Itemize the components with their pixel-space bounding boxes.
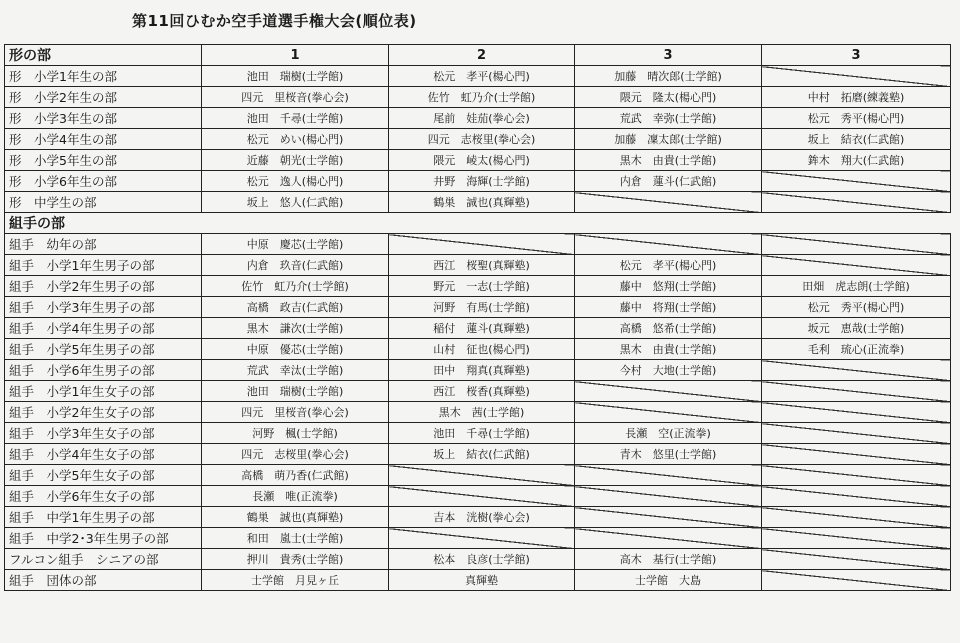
place-1-entry: 押川 貴秀(士学館): [202, 549, 389, 570]
kumite-category: 組手 小学5年生女子の部: [5, 465, 202, 486]
place-3-entry: 加藤 晴次郎(士学館): [575, 66, 762, 87]
kata-category: 形 小学2年生の部: [5, 87, 202, 108]
kata-category: 形 小学5年生の部: [5, 150, 202, 171]
empty-slot: [762, 570, 951, 591]
place-1-entry: 四元 里桜音(拳心会): [202, 87, 389, 108]
kumite-row: [5, 234, 951, 255]
empty-slot: [762, 402, 951, 423]
place-1-entry: 河野 楓(士学館): [202, 423, 389, 444]
place-2-entry: 西江 桜聖(真輝塾): [389, 255, 575, 276]
kumite-category: 組手 小学2年生男子の部: [5, 276, 202, 297]
place-1-entry: 高橋 萌乃香(仁武館): [202, 465, 389, 486]
place-2-entry: 真輝塾: [389, 570, 575, 591]
empty-slot: [389, 528, 575, 549]
kumite-category: 組手 小学3年生女子の部: [5, 423, 202, 444]
kumite-row: [5, 423, 951, 444]
place-header-3b: 3: [762, 45, 951, 66]
kumite-category: 組手 小学6年生女子の部: [5, 486, 202, 507]
place-2-entry: 坂上 結衣(仁武館): [389, 444, 575, 465]
kumite-category: 組手 小学4年生女子の部: [5, 444, 202, 465]
place-3b-entry: 中村 拓磨(練義塾): [762, 87, 951, 108]
place-1-entry: 佐竹 虹乃介(士学館): [202, 276, 389, 297]
place-3b-entry: 松元 秀平(楊心門): [762, 297, 951, 318]
place-3b-entry: 鉾木 翔大(仁武館): [762, 150, 951, 171]
kumite-row: [5, 360, 951, 381]
kumite-header-row: [5, 213, 951, 234]
kata-row: [5, 66, 951, 87]
kumite-category: 組手 小学1年生女子の部: [5, 381, 202, 402]
place-2-entry: 野元 一志(士学館): [389, 276, 575, 297]
kumite-row: [5, 276, 951, 297]
kumite-category: 組手 小学3年生男子の部: [5, 297, 202, 318]
place-1-entry: 池田 瑞樹(士学館): [202, 66, 389, 87]
empty-slot: [575, 486, 762, 507]
kumite-row: [5, 486, 951, 507]
empty-slot: [762, 66, 951, 87]
empty-slot: [762, 360, 951, 381]
place-1-entry: 池田 瑞樹(士学館): [202, 381, 389, 402]
empty-slot: [762, 465, 951, 486]
kumite-row: [5, 444, 951, 465]
place-3-entry: 内倉 蓮斗(仁武館): [575, 171, 762, 192]
kumite-category: 組手 小学2年生女子の部: [5, 402, 202, 423]
place-1-entry: 和田 嵐士(士学館): [202, 528, 389, 549]
kumite-category: 組手 中学1年生男子の部: [5, 507, 202, 528]
empty-slot: [762, 255, 951, 276]
place-3b-entry: 坂上 結衣(仁武館): [762, 129, 951, 150]
kumite-category: 組手 幼年の部: [5, 234, 202, 255]
kumite-category: 組手 中学2･3年生男子の部: [5, 528, 202, 549]
place-3-entry: 高橋 悠希(士学館): [575, 318, 762, 339]
kumite-row: [5, 507, 951, 528]
place-3-entry: 長瀬 空(正流拳): [575, 423, 762, 444]
kata-row: [5, 150, 951, 171]
place-3-entry: 加藤 凜太郎(士学館): [575, 129, 762, 150]
kumite-category: 組手 小学4年生男子の部: [5, 318, 202, 339]
place-3b-entry: 毛利 琉心(正流拳): [762, 339, 951, 360]
place-2-entry: 黒木 茜(士学館): [389, 402, 575, 423]
empty-slot: [575, 465, 762, 486]
kumite-row: [5, 318, 951, 339]
kata-category: 形 中学生の部: [5, 192, 202, 213]
place-1-entry: 士学館 月見ヶ丘: [202, 570, 389, 591]
empty-slot: [575, 402, 762, 423]
place-2-entry: 尾前 娃茄(拳心会): [389, 108, 575, 129]
kata-header-row: [5, 45, 951, 66]
place-1-entry: 近藤 朝光(士学館): [202, 150, 389, 171]
empty-slot: [762, 444, 951, 465]
empty-slot: [762, 486, 951, 507]
place-3-entry: 士学館 大島: [575, 570, 762, 591]
kumite-row: [5, 339, 951, 360]
place-1-entry: 中原 慶芯(士学館): [202, 234, 389, 255]
kumite-row: [5, 381, 951, 402]
place-1-entry: 松元 めい(楊心門): [202, 129, 389, 150]
place-1-entry: 高橋 政吉(仁武館): [202, 297, 389, 318]
empty-slot: [762, 549, 951, 570]
kumite-row: [5, 570, 951, 591]
place-2-entry: 松元 孝平(楊心門): [389, 66, 575, 87]
kumite-row: [5, 528, 951, 549]
kata-category: 形 小学6年生の部: [5, 171, 202, 192]
place-2-entry: 稲付 蓮斗(真輝塾): [389, 318, 575, 339]
place-2-entry: 田中 翔真(真輝塾): [389, 360, 575, 381]
place-1-entry: 池田 千尋(士学館): [202, 108, 389, 129]
kumite-row: [5, 255, 951, 276]
place-header-1: 1: [202, 45, 389, 66]
empty-slot: [762, 171, 951, 192]
empty-slot: [575, 234, 762, 255]
kumite-category: 組手 小学1年生男子の部: [5, 255, 202, 276]
kumite-category: フルコン組手 シニアの部: [5, 549, 202, 570]
empty-slot: [762, 234, 951, 255]
place-header-3: 3: [575, 45, 762, 66]
place-1-entry: 内倉 玖音(仁武館): [202, 255, 389, 276]
place-3-entry: 今村 大地(士学館): [575, 360, 762, 381]
kata-section-title: 形の部: [5, 45, 202, 66]
place-3b-entry: 松元 秀平(楊心門): [762, 108, 951, 129]
kumite-category: 組手 団体の部: [5, 570, 202, 591]
place-1-entry: 四元 里桜音(拳心会): [202, 402, 389, 423]
place-2-entry: 池田 千尋(士学館): [389, 423, 575, 444]
place-1-entry: 黒木 謙次(士学館): [202, 318, 389, 339]
kata-category: 形 小学4年生の部: [5, 129, 202, 150]
place-3-entry: 高木 基行(士学館): [575, 549, 762, 570]
empty-slot: [575, 528, 762, 549]
empty-slot: [575, 381, 762, 402]
place-3-entry: 藤中 悠翔(士学館): [575, 276, 762, 297]
place-3-entry: 黒木 由貴(士学館): [575, 339, 762, 360]
place-1-entry: 鶴巣 誠也(真輝塾): [202, 507, 389, 528]
kata-row: [5, 192, 951, 213]
place-2-entry: 西江 桜香(真輝塾): [389, 381, 575, 402]
kata-category: 形 小学1年生の部: [5, 66, 202, 87]
kumite-row: [5, 402, 951, 423]
place-1-entry: 荒武 幸汰(士学館): [202, 360, 389, 381]
place-2-entry: 隈元 崚太(楊心門): [389, 150, 575, 171]
place-2-entry: 松本 良彦(士学館): [389, 549, 575, 570]
place-2-entry: 吉本 洸樹(拳心会): [389, 507, 575, 528]
place-2-entry: 山村 征也(楊心門): [389, 339, 575, 360]
empty-slot: [389, 465, 575, 486]
empty-slot: [575, 507, 762, 528]
kumite-row: [5, 297, 951, 318]
place-3b-entry: 坂元 恵哉(士学館): [762, 318, 951, 339]
place-1-entry: 中原 優芯(士学館): [202, 339, 389, 360]
kumite-row: [5, 549, 951, 570]
place-3-entry: 荒武 幸弥(士学館): [575, 108, 762, 129]
empty-slot: [575, 192, 762, 213]
kumite-row: [5, 465, 951, 486]
kata-row: [5, 129, 951, 150]
place-1-entry: 松元 逸人(楊心門): [202, 171, 389, 192]
place-3-entry: 青木 悠里(士学館): [575, 444, 762, 465]
place-2-entry: 鶴巣 誠也(真輝塾): [389, 192, 575, 213]
kumite-category: 組手 小学6年生男子の部: [5, 360, 202, 381]
place-3-entry: 松元 孝平(楊心門): [575, 255, 762, 276]
kata-category: 形 小学3年生の部: [5, 108, 202, 129]
kata-body: [5, 66, 951, 213]
place-header-2: 2: [389, 45, 575, 66]
place-2-entry: 河野 有馬(士学館): [389, 297, 575, 318]
kata-row: [5, 108, 951, 129]
empty-slot: [389, 486, 575, 507]
ranking-table: [4, 44, 951, 591]
empty-slot: [762, 528, 951, 549]
kata-row: [5, 87, 951, 108]
place-3-entry: 隈元 隆太(楊心門): [575, 87, 762, 108]
kumite-category: 組手 小学5年生男子の部: [5, 339, 202, 360]
empty-slot: [762, 381, 951, 402]
place-3-entry: 黒木 由貴(士学館): [575, 150, 762, 171]
empty-slot: [762, 192, 951, 213]
place-1-entry: 坂上 悠人(仁武館): [202, 192, 389, 213]
empty-slot: [389, 234, 575, 255]
place-2-entry: 四元 志桜里(拳心会): [389, 129, 575, 150]
kumite-body: [5, 234, 951, 591]
place-3b-entry: 田畑 虎志朗(士学館): [762, 276, 951, 297]
empty-slot: [762, 423, 951, 444]
kumite-section-title: 組手の部: [5, 213, 951, 234]
empty-slot: [762, 507, 951, 528]
page-title: 第11回ひむか空手道選手権大会(順位表): [132, 12, 417, 30]
place-2-entry: 井野 海輝(士学館): [389, 171, 575, 192]
place-1-entry: 四元 志桜里(拳心会): [202, 444, 389, 465]
place-2-entry: 佐竹 虹乃介(士学館): [389, 87, 575, 108]
place-3-entry: 藤中 将翔(士学館): [575, 297, 762, 318]
kata-row: [5, 171, 951, 192]
place-1-entry: 長瀬 唯(正流拳): [202, 486, 389, 507]
